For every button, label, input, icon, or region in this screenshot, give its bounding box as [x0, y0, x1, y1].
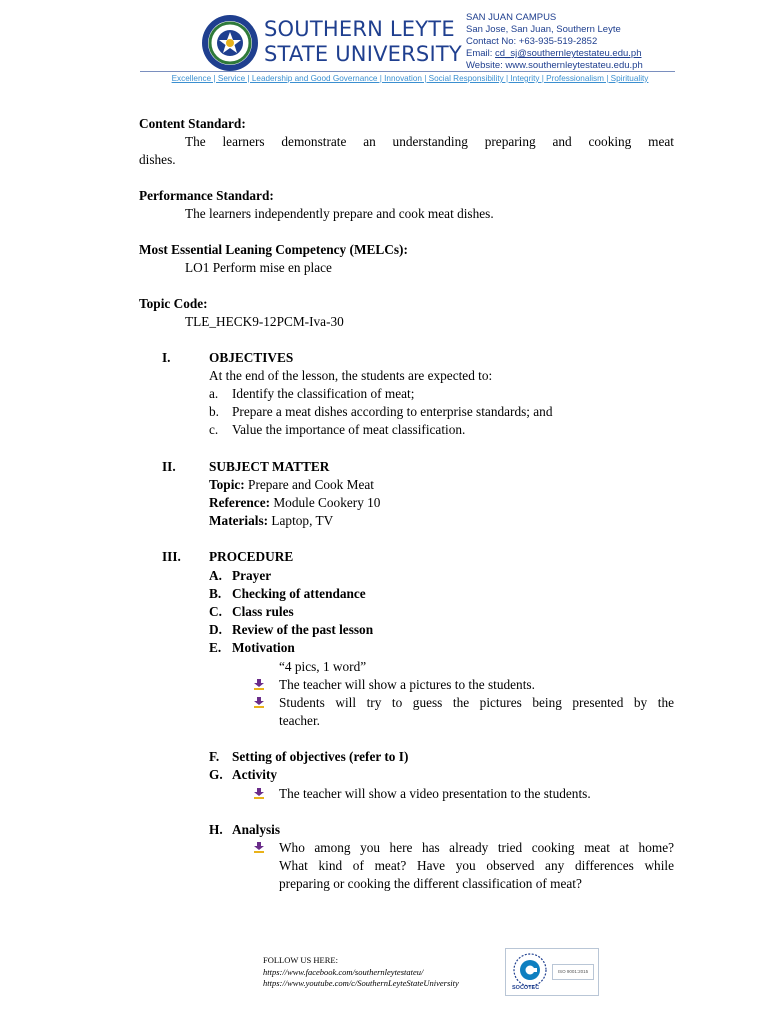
- procedure-letter: E.: [209, 640, 222, 655]
- objective-item: Value the importance of meat classification.: [232, 422, 466, 437]
- procedure-step-prayer: Prayer: [232, 568, 272, 583]
- core-values-line: Excellence | Service | Leadership and Good Governance | Innovation | Social Responsibility | Integrity | Professionalism | Spirituality: [171, 74, 649, 83]
- materials-label: Materials:: [209, 513, 269, 528]
- melc-text: LO1 Perform mise en place: [185, 260, 332, 275]
- performance-standard-heading: Performance Standard:: [139, 188, 274, 203]
- iso-label: ISO 9001:2015: [552, 964, 594, 980]
- content-standard-line1: The learners demonstrate an understanding preparing and cooking meat: [185, 134, 674, 149]
- procedure-heading: PROCEDURE: [209, 549, 294, 564]
- objective-letter: c.: [209, 422, 219, 437]
- content-standard-line2: dishes.: [139, 152, 176, 167]
- analysis-question: preparing or cooking the different classification of meat?: [279, 876, 582, 891]
- facebook-link[interactable]: https://www.facebook.com/southernleytestateu/: [263, 966, 424, 977]
- analysis-question: What kind of meat? Have you observed any differences while: [279, 858, 674, 873]
- procedure-letter: G.: [209, 767, 223, 782]
- objectives-heading: OBJECTIVES: [209, 350, 294, 365]
- procedure-letter: B.: [209, 586, 222, 601]
- objective-item: Prepare a meat dishes according to enterprise standards; and: [232, 404, 553, 419]
- motivation-bullet: Students will try to guess the pictures being presented by the: [279, 695, 674, 710]
- motivation-quote: “4 pics, 1 word”: [279, 659, 367, 674]
- objective-letter: b.: [209, 404, 219, 419]
- procedure-letter: F.: [209, 749, 220, 764]
- university-name-line1: SOUTHERN LEYTE: [264, 17, 455, 41]
- subject-topic: [209, 476, 374, 494]
- topic-value: Prepare and Cook Meat: [244, 477, 374, 492]
- arrow-bullet-icon: [254, 697, 264, 708]
- header-divider: [140, 71, 675, 72]
- procedure-step-analysis: Analysis: [232, 822, 281, 837]
- objectives-number: I.: [162, 350, 171, 365]
- motivation-bullet: The teacher will show a pictures to the students.: [279, 677, 535, 692]
- objective-letter: a.: [209, 386, 219, 401]
- social-links-block: [263, 955, 459, 990]
- procedure-letter: A.: [209, 568, 222, 583]
- procedure-letter: D.: [209, 622, 222, 637]
- follow-us-label: FOLLOW US HERE:: [263, 955, 338, 965]
- email-label: Email:: [466, 48, 496, 59]
- campus-website: Website: www.southernleytestateu.edu.ph: [466, 60, 643, 71]
- campus-address: San Jose, San Juan, Southern Leyte: [466, 24, 621, 35]
- reference-value: Module Cookery 10: [270, 495, 381, 510]
- procedure-step-review: Review of the past lesson: [232, 622, 374, 637]
- arrow-bullet-icon: [254, 679, 264, 690]
- reference-label: Reference:: [209, 495, 271, 510]
- university-seal-logo: [201, 14, 259, 72]
- subject-matter-number: II.: [162, 459, 176, 474]
- performance-standard-text: The learners independently prepare and cook meat dishes.: [185, 206, 494, 221]
- subject-matter-heading: SUBJECT MATTER: [209, 459, 330, 474]
- procedure-letter: C.: [209, 604, 222, 619]
- topic-label: Topic:: [209, 477, 245, 492]
- procedure-letter: H.: [209, 822, 223, 837]
- certification-badge: [505, 948, 599, 996]
- procedure-number: III.: [162, 549, 181, 564]
- socotec-label: SOCOTEC: [512, 985, 540, 991]
- youtube-link[interactable]: https://www.youtube.com/c/SouthernLeyteStateUniversity: [263, 978, 459, 988]
- campus-email: [466, 48, 756, 60]
- procedure-step-activity: Activity: [232, 767, 278, 782]
- procedure-step-rules: Class rules: [232, 604, 294, 619]
- topic-code-heading: Topic Code:: [139, 296, 208, 311]
- objectives-intro: At the end of the lesson, the students are expected to:: [209, 368, 493, 383]
- arrow-bullet-icon: [254, 842, 264, 853]
- subject-materials: [209, 512, 333, 530]
- melc-heading: Most Essential Leaning Competency (MELCs):: [139, 242, 408, 257]
- topic-code-text: TLE_HECK9-12PCM-Iva-30: [185, 314, 344, 329]
- email-link[interactable]: cd_sj@southernleytestateu.edu.ph: [495, 48, 642, 59]
- subject-reference: [209, 494, 380, 512]
- university-name-line2: STATE UNIVERSITY: [264, 42, 462, 66]
- materials-value: Laptop, TV: [268, 513, 334, 528]
- objective-item: Identify the classification of meat;: [232, 386, 415, 401]
- campus-contact: Contact No: +63-935-519-2852: [466, 36, 598, 47]
- content-standard-heading: Content Standard:: [139, 116, 246, 131]
- arrow-bullet-icon: [254, 788, 264, 799]
- procedure-step-motivation: Motivation: [232, 640, 295, 655]
- procedure-step-attendance: Checking of attendance: [232, 586, 366, 601]
- motivation-bullet-cont: teacher.: [279, 713, 320, 728]
- activity-bullet: The teacher will show a video presentation to the students.: [279, 786, 591, 801]
- analysis-question: Who among you here has already tried cooking meat at home?: [279, 840, 674, 855]
- procedure-step-objectives: Setting of objectives (refer to I): [232, 749, 409, 764]
- campus-contact-block: [466, 12, 756, 72]
- campus-name: SAN JUAN CAMPUS: [466, 12, 557, 23]
